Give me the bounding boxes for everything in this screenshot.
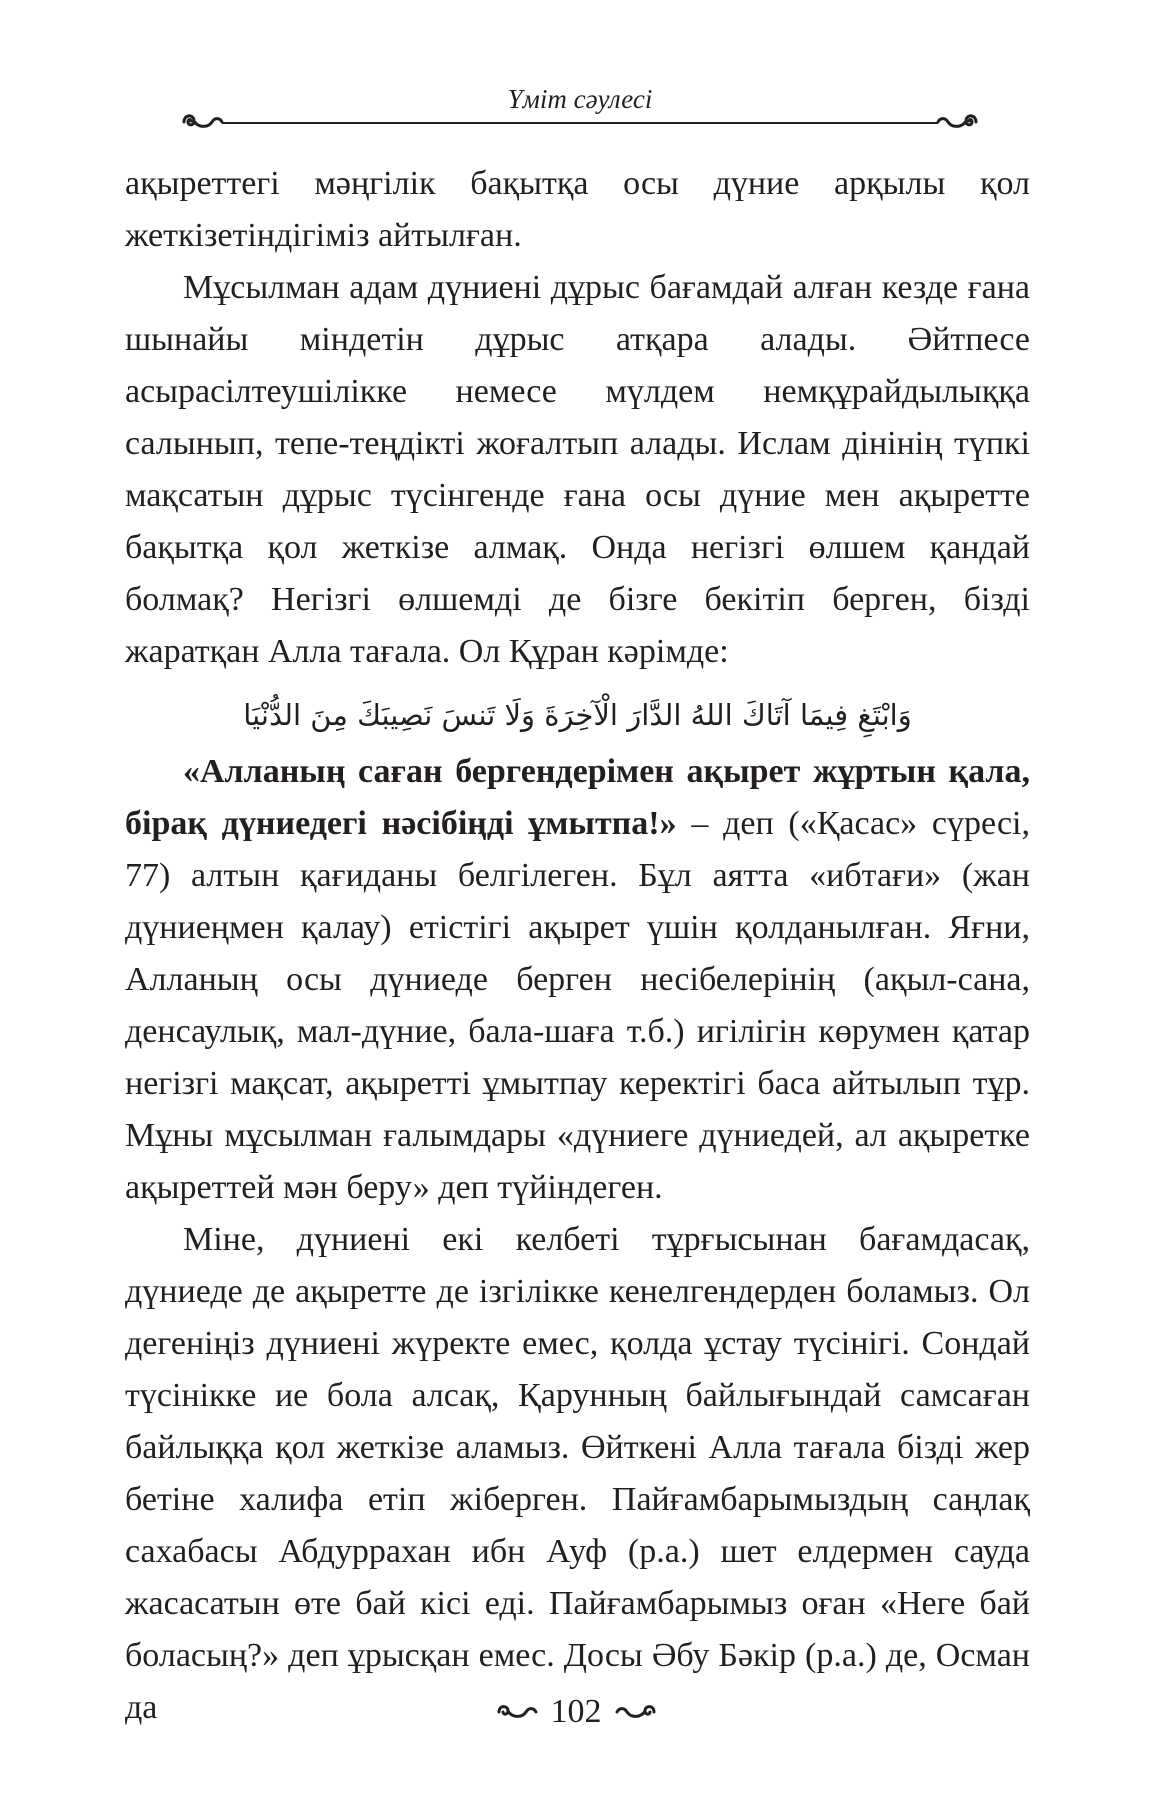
- paragraph-verse-translation: [125, 746, 1030, 1214]
- paragraph-continued: ақыреттегі мәңгілік бақытқа осы дүние арқылы қол жеткізетіндігіміз айтылған.: [125, 165, 1030, 254]
- running-title: Үміт сәулесі: [507, 84, 653, 114]
- scroll-flourish-icon: [614, 1701, 658, 1723]
- paragraph-balance: Мұсылман адам дүниені дұрыс бағамдай алған кезде ғана шынайы міндетін дұрыс атқара алады. Әйтпесе асырасілтеушілікке немесе мүлдем немқұрайдылыққа салынып, тепе-теңдікті жоғалтып алады. Ислам дінінің түпкі мақсатын дұрыс түсінгенде ғана осы дүние мен ақыретте бақытқа қол жеткізе алмақ. Онда негізгі өлшем қандай болмақ? Негізгі өлшемді де бізге бекітіп берген, бізді жаратқан Алла тағала. Ол Құран кәрімде:: [125, 269, 1030, 670]
- scroll-flourish-icon: [495, 1701, 539, 1723]
- page-body: [125, 158, 1030, 1734]
- page-footer: [0, 1690, 1152, 1734]
- running-header: [180, 84, 980, 130]
- verse-commentary: – деп («Қасас» сүресі, 77) алтын қағиданы белгілеген. Бұл аятта «ибтағи» (жан дүниеңмен қалау) етістігі ақырет үшін қолданылған. Яғни, Алланың осы дүниеде берген несібелерінің (ақыл-сана, денсаулық, мал-дүние, бала-шаға т.б.) игілігін көрумен қатар негізгі мақсат, ақыретті ұмытпау керектігі баса айтылып тұр. Мұны мұсылман ғалымдары «дүниеге дүниедей, ал ақыретке ақыреттей мән беру» деп түйіндеген.: [125, 805, 1030, 1206]
- page-number: 102: [550, 1693, 602, 1730]
- header-rule: [222, 122, 938, 124]
- arabic-verse: وَابْتَغِ فِيمَا آتَاكَ اللهُ الدَّارَ الْآخِرَةَ وَلَا تَنسَ نَصِيبَكَ مِنَ الدُّنْيَا: [243, 698, 912, 732]
- verse-translation-bold: «Алланың саған бергендерімен ақырет жұртын қала, бірақ дүниедегі нәсібіңді ұмытпа!»: [125, 753, 1030, 842]
- scroll-flourish-icon: [936, 110, 980, 134]
- paragraph-two-aspects: Міне, дүниені екі келбеті тұрғысынан бағамдасақ, дүниеде де ақыретте де ізгілікке кенелгендерден боламыз. Ол дегеніңіз дүниені жүректе емес, қолда ұстау түсінігі. Сондай түсінікке ие бола алсақ, Қарунның байлығындай самсаған байлыққа қол жеткізе аламыз. Өйткені Алла тағала бізді жер бетіне халифа етіп жіберген. Пайғамбарымыздың саңлақ сахабасы Абдуррахан ибн Ауф (р.а.) шет елдермен сауда жасасатын өте бай кісі еді. Пайғамбарымыз оған «Неге бай боласың?» деп ұрысқан емес. Досы Әбу Бәкір (р.а.) де, Осман да: [125, 1221, 1030, 1726]
